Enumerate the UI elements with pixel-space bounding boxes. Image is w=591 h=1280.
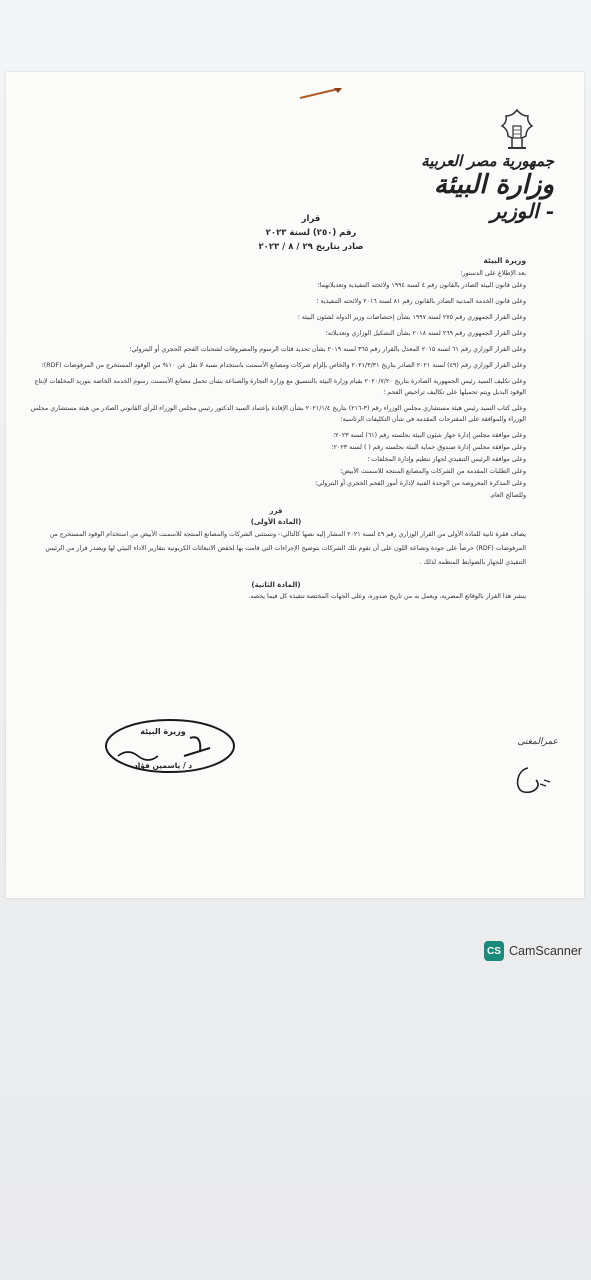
preamble-item: وعلى تكليف السيد رئيس الجمهورية الصادرة بتاريخ ٢٠٢٠/٧/٢٠ بقيام وزارة البيئة بالتنسيق مع وزارة التجارة والصناعة بشأن تحمل مصانع الأسمنت رسوم الخدمة الخاصة بتوريد المخلفات لإنتاج الوقود البديل ويتم تحميلها على تكاليف تراخيص الفحم ؛: [34, 378, 526, 396]
pen-stroke-mark: [298, 86, 344, 100]
preamble-item: بعد الإطلاع على الدستور؛: [460, 270, 526, 277]
handwritten-initials: [506, 760, 554, 804]
decree-body: [26, 255, 526, 607]
preamble-item: وعلى كتاب السيد رئيس هيئة مستشاري مجلس الوزراء رقم (٣-٢١٦) بتاريخ ٢٠٢١/١/٤ بشأن الإفادة بإعتماد السيد الدكتور رئيس مجلس الوزراء للرأى القانوني الصادر من هيئة مستشاري مجلس الوزراء والموافقة على المقترحات المقدمة في شأن التكليفات الرئاسية؛: [30, 405, 526, 423]
article-1-text: يضاف فقرة ثانية للمادة الأولى من القرار الوزاري رقم ٤٩ لسنة ٢٠٢١ المشار إليه نصها كالتالي:- وتستثنى الشركات والمصانع المنتجة للاسمنت الأبيض من استخدام الوقود المستخرج من المرفوضات (RDF) حرصاً على جودة وتصاعة اللون على أن تقوم تلك الشركات بتوضيح الإجراءات التي قامت بها لخفض الانبعاثات الكربونية بتقارير الاداء البيئي لها ويصدر قرار من الرئيس التنفيذي للجهاز بالضوابط المنظمة لذلك .: [45, 531, 526, 566]
scanned-document-page: [6, 72, 584, 958]
decree-date: صادر بتاريخ ٢٩ / ٨ / ٢٠٢٣: [258, 242, 364, 252]
decided-heading: قرر: [269, 507, 283, 515]
camscanner-label: CamScanner: [509, 944, 582, 958]
letterhead-ministry: وزارة البيئة: [433, 170, 554, 200]
letterhead-country: جمهورية مصر العربية: [421, 152, 554, 170]
preamble-item: وعلى المذكرة المعروضة من الوحدة الفنية لإدارة أمور الفحم الحجري أو البترولي؛: [315, 480, 526, 487]
signature-name: د / ياسمين فؤاد: [133, 761, 193, 770]
decree-title: قرار: [301, 214, 321, 224]
letterhead: [414, 152, 554, 222]
preamble-item: وعلى القرار الوزاري رقم ٦١ لسنة ٢٠١٥ المعدل بالقرار رقم ٣٦٥ لسنة ٢٠١٩ بشأن تحديد فئات الرسوم والمصروفات لشحنات الفحم الحجري أو البترولي؛: [129, 346, 526, 353]
decree-header: [206, 212, 416, 254]
letterhead-minister: - الوزير: [490, 199, 554, 223]
preamble-item: وعلى القرار الوزاري رقم (٤٩) لسنة ٢٠٢١ الصادر بتاريخ ٢٠٢١/٣/٣١ والخاص بإلزام شركات ومصانع الأسمنت باستخدام نسبة لا تقل عن ١٠% من الوقود المستخرج من المرفوضات (RDF)؛: [41, 362, 526, 369]
issuer-heading: وزيرة البيئة: [483, 256, 526, 265]
preamble-item: وعلى موافقة مجلس إدارة جهاز شئون البيئة بجلسته رقم (٦١) لسنة ٢٠٢٣؛: [333, 432, 526, 439]
preamble-item: وعلى القرار الجمهوري رقم ٢٦٩ لسنة ٢٠١٨ بشأن التشكيل الوزاري وتعديلاته؛: [325, 330, 526, 337]
signature-title: وزيرة البيئة: [140, 727, 186, 736]
article-2-title: (المادة الثانية): [251, 581, 301, 589]
preamble-item: وعلى قانون البيئة الصادر بالقانون رقم ٤ لسنة ١٩٩٤ ولائحته التنفيذية وتعديلاتهما؛: [317, 282, 526, 289]
preamble-item: وعلى الطلبات المقدمة من الشركات والمصانع المنتجة للاسمنت الأبيض؛: [340, 468, 526, 475]
handwritten-note: عمرالمغنى: [517, 737, 558, 747]
signature-block: [108, 726, 218, 772]
preamble-item: وعلى قانون الخدمة المدنية الصادر بالقانون رقم ٨١ لسنة ٢٠١٦ ولائحته التنفيذية ؛: [316, 298, 526, 305]
eagle-crest-icon: [498, 108, 536, 152]
article-2-text: ينشر هذا القرار بالوقائع المصرية، ويعمل به من تاريخ صدوره، وعلى الجهات المختصة تنفيذه كل فيما يخصه.: [248, 593, 526, 600]
preamble-item: وعلى موافقة الرئيس التنفيذي لجهاز تنظيم وإدارة المخلفات ؛: [367, 456, 526, 463]
camscanner-logo-icon: CS: [484, 941, 504, 961]
preamble-item: وعلى القرار الجمهوري رقم ٢٧٥ لسنة ١٩٩٧ بشأن إختصاصات وزير الدولة لشئون البيئة ؛: [297, 314, 526, 321]
decree-number: رقم (٢٥٠) لسنة ٢٠٢٣: [265, 228, 357, 238]
camscanner-watermark: [484, 940, 582, 962]
preamble-item: وعلى موافقة مجلس إدارة صندوق حماية البيئة بجلسته رقم ( ) لسنة ٢٠٢٣؛: [331, 444, 526, 451]
preamble-item: وللصالح العام.: [489, 492, 526, 499]
article-1-title: (المادة الأولى): [250, 518, 302, 526]
